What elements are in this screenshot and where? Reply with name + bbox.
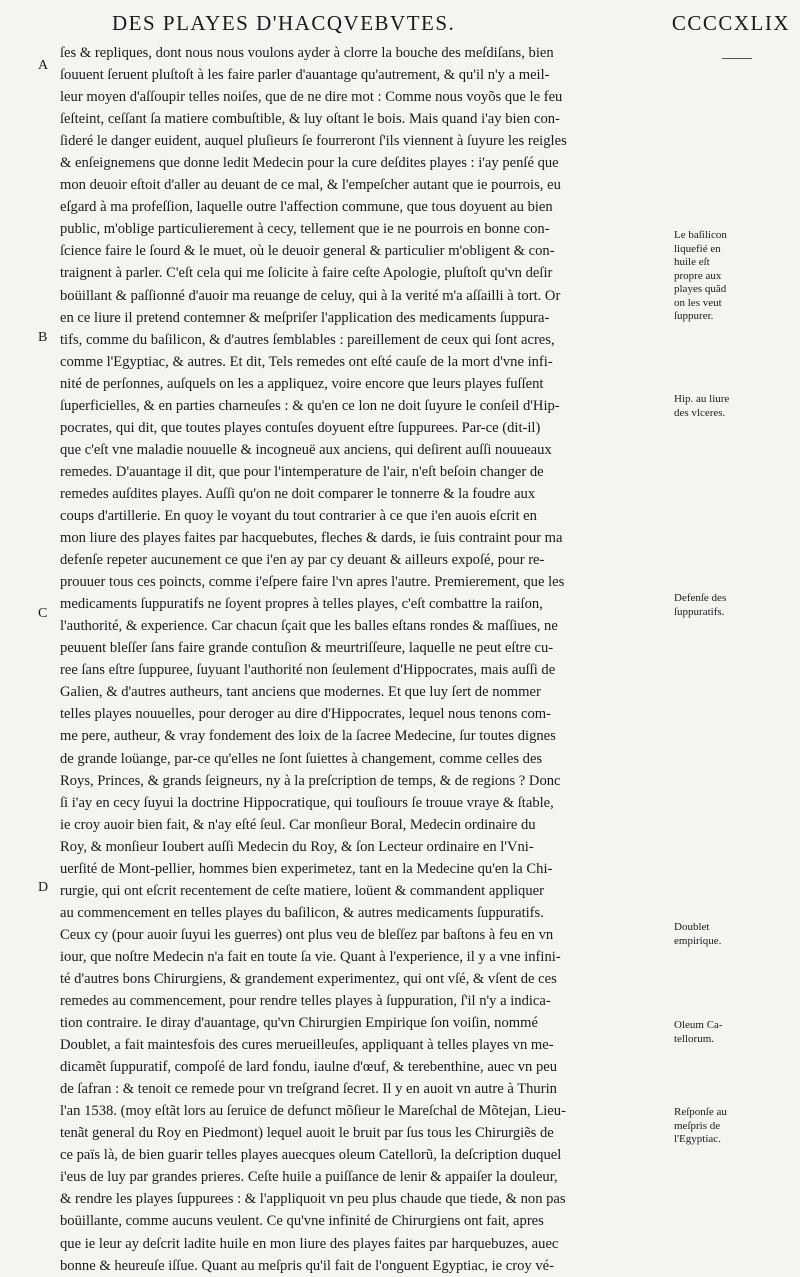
gloss-line: Reſponſe au bbox=[674, 1106, 727, 1118]
text-line: rurgie, qui ont eſcrit recentement de ceſte matiere, loüent & commandent appliquer bbox=[60, 882, 544, 899]
margin-gloss-oleum bbox=[674, 1019, 796, 1046]
text-line: coups d'artillerie. En quoy le voyant du tout contrarier à ce que i'en auois eſcrit en bbox=[60, 507, 537, 524]
text-line: Galien, & d'autres autheurs, tant anciens que modernes. Et que luy ſert de nommer bbox=[60, 684, 541, 701]
gloss-line: Defenſe des bbox=[674, 592, 727, 604]
margin-gloss-defense bbox=[674, 592, 796, 619]
text-line: nité de perſonnes, auſquels on les a appliquez, voire encore que leurs playes fuſſent bbox=[60, 375, 544, 392]
text-line: Roys, Princes, & grands ſeigneurs, ny à la preſcription de temps, & de regions ? Donc bbox=[60, 772, 561, 789]
margin-gloss-doublet bbox=[674, 921, 796, 948]
text-line: Ceux cy (pour auoir ſuyui les guerres) ont plus veu de bleſſez par baſtons à feu en vn bbox=[60, 926, 554, 943]
section-letter-c: C bbox=[38, 606, 48, 621]
text-line: en ce liure il pretend contemner & meſpriſer l'application des medicaments ſuppura- bbox=[60, 309, 550, 326]
text-line: ſouuent ſeruent pluſtoſt à les faire parler d'auantage qu'autrement, & qu'il n'y a meil- bbox=[60, 67, 550, 84]
text-line: prouuer tous ces poincts, comme i'eſpere faire l'vn apres l'autre. Premierement, que les bbox=[60, 574, 565, 591]
text-line: mon deuoir eſtoit d'aller au deuant de ce mal, & l'empeſcher autant que ie pourrois, eu bbox=[60, 177, 561, 194]
text-line: defenſe repeter aucunement ce que i'en ay par cy deuant & ailleurs expoſé, pour re- bbox=[60, 552, 545, 569]
text-line: de grande loüange, par-ce qu'elles ne ſont ſuiettes à changement, comme celles des bbox=[60, 750, 543, 767]
text-line: ſideré le danger euident, auquel pluſieurs ſe fourreront ſ'ils viennent à ſuyure les reigles bbox=[60, 133, 567, 150]
margin-gloss-egyptiac bbox=[674, 1106, 796, 1147]
text-line: traignent à parler. C'eſt cela qui me ſolicite à faire ceſte Apologie, pluſtoſt qu'vn deſir bbox=[60, 265, 553, 282]
text-line: boüillante, comme aucuns veulent. Ce qu'vne infinité de Chirurgiens ont fait, apres bbox=[60, 1213, 544, 1230]
gloss-line: playes quãd bbox=[674, 283, 727, 295]
running-head bbox=[60, 6, 790, 40]
text-line: Roy, & monſieur Ioubert auſſi Medecin du Roy, & ſon Lecteur ordinaire en l'Vni- bbox=[60, 838, 534, 855]
text-line: l'an 1538. (moy eſtãt lors au ſeruice de defunct mõſieur le Mareſchal de Mõtejan, Lieu- bbox=[60, 1103, 566, 1120]
text-line: remedes au commencement, pour rendre telles playes à ſuppuration, ſ'il n'y a indica- bbox=[60, 993, 551, 1010]
text-line: & enſeignemens que donne ledit Medecin pour la cure deſdites playes : i'ay penſé que bbox=[60, 155, 559, 172]
gloss-line: propre aux bbox=[674, 269, 722, 282]
text-line: bonne & heureuſe iſſue. Quant au meſpris qu'il fait de l'onguent Egyptiac, ie croy vé- bbox=[60, 1257, 554, 1274]
section-letter-a: A bbox=[38, 58, 49, 73]
text-line: medicaments ſuppuratifs ne ſoyent propres à telles playes, c'eſt combattre la raiſon, bbox=[60, 596, 543, 613]
running-title: DES PLAYES D'HACQVEBVTES. bbox=[112, 10, 456, 35]
text-line: au commencement en telles playes du baſilicon, & autres medicaments ſuppuratifs. bbox=[60, 904, 544, 921]
gloss-line: on les veut bbox=[674, 296, 722, 309]
text-line: l'authorité, & experience. Car chacun ſçait que les balles eſtans rondes & maſſiues, ne bbox=[60, 618, 558, 635]
text-line: iour, que noſtre Medecin n'a fait en toute ſa vie. Quant à l'experience, il y a vne infini- bbox=[60, 948, 561, 965]
text-line: ce païs là, de bien guarir telles playes auecques oleum Catellorũ, la deſcription duquel bbox=[60, 1147, 562, 1164]
gloss-line: liquefié en bbox=[674, 242, 721, 255]
text-line: eſgard à ma profeſſion, laquelle outre l'affection commune, que tous doyuent au bien bbox=[60, 199, 553, 216]
text-line: pocrates, qui dit, que toutes playes contuſes doyuent eſtre ſuppurees. Par-ce (dit-il) bbox=[60, 419, 541, 436]
margin-rule bbox=[722, 58, 752, 59]
text-line: ree ſans eſtre ſuppuree, ſuyuant l'authorité non ſeulement d'Hippocrates, mais auſſi de bbox=[60, 662, 556, 679]
text-line: telles playes nouuelles, pour deroger au dire d'Hippocrates, lequel nous tenons com- bbox=[60, 706, 551, 723]
gloss-line: Le baſilicon bbox=[674, 229, 727, 241]
gloss-line: tellorum. bbox=[674, 1032, 715, 1045]
text-line: Doublet, a fait maintesfois des cures merueilleuſes, appliquant à telles playes vn me- bbox=[60, 1037, 554, 1054]
text-line: i'eus de luy par grandes prieres. Ceſte huile a puiſſance de lenir & appaiſer la douleur, bbox=[60, 1169, 558, 1186]
text-line: tion contraire. Ie diray d'auantage, qu'vn Chirurgien Empirique ſon voiſin, nommé bbox=[60, 1015, 538, 1032]
text-line: de ſafran : & tenoit ce remede pour vn treſgrand ſecret. Il y en auoit vn autre à Thurin bbox=[60, 1081, 557, 1098]
text-line: tenãt general du Roy en Piedmont) lequel auoit le bruit par ſus tous les Chirurgiẽs de bbox=[60, 1125, 554, 1142]
text-line: dicamẽt ſuppuratif, compoſé de lard fondu, iaulne d'œuf, & terebenthine, auec vn peu bbox=[60, 1059, 558, 1076]
gloss-line: ſuppuratifs. bbox=[674, 605, 725, 618]
text-line: peuuent bleſſer ſans faire grande contuſion & meurtriſſeure, laquelle ne peut eſtre cu- bbox=[60, 640, 554, 657]
text-line: mon liure des playes faites par hacquebutes, fleches & dards, ie ſuis contraint pour ma bbox=[60, 530, 563, 547]
gloss-line: huile eſt bbox=[674, 256, 710, 268]
margin-gloss-hippocrates bbox=[674, 393, 796, 420]
text-line: leur moyen d'aſſoupir telles noiſes, que de ne dire mot : Comme nous voyõs que le feu bbox=[60, 89, 563, 106]
text-line: ſuperficielles, & en parties charneuſes : & qu'en ce lon ne doit ſuyure le conſeil d'Hip- bbox=[60, 397, 560, 414]
text-line: ſeſteint, ceſſant ſa matiere combuſtible, & luy oſtant le bois. Mais quand i'ay bien con- bbox=[60, 111, 560, 128]
gloss-line: l'Egyptiac. bbox=[674, 1133, 721, 1145]
gloss-line: ſuppurer. bbox=[674, 310, 714, 322]
margin-gloss-basilicon bbox=[674, 229, 796, 324]
text-line: ſcience faire le ſourd & le muet, où le deuoir general & particulier m'obligent & con- bbox=[60, 243, 555, 260]
gloss-line: Doublet bbox=[674, 921, 710, 933]
text-line: que c'eſt vne maladie nouuelle & incogneuë aux anciens, qui deſirent auſſi nouueaux bbox=[60, 441, 552, 458]
gloss-line: meſpris de bbox=[674, 1119, 721, 1132]
gloss-line: empirique. bbox=[674, 934, 722, 947]
body-text bbox=[60, 42, 670, 1277]
gloss-line: des vlceres. bbox=[674, 406, 726, 419]
text-line: tifs, comme du baſilicon, & d'autres ſemblables : pareillement de ceux qui ſont acres, bbox=[60, 331, 555, 348]
section-letter-b: B bbox=[38, 330, 48, 345]
text-line: comme l'Egyptiac, & autres. Et dit, Tels remedes ont eſté cauſe de la mort d'vne infi- bbox=[60, 353, 553, 370]
text-line: ie croy auoir bien fait, & n'ay eſté ſeul. Car monſieur Boral, Medecin ordinaire du bbox=[60, 816, 536, 833]
text-line: public, m'oblige particulierement à cecy, tellement que ie ne pourrois en bonne con- bbox=[60, 221, 550, 238]
text-line: que ie leur ay deſcrit ladite huile en mon liure des playes faites par harquebuzes, auec bbox=[60, 1235, 559, 1252]
text-line: remedes. D'auantage il dit, que pour l'intemperature de l'air, n'eſt beſoin changer de bbox=[60, 463, 544, 480]
text-line: remedes auſdites playes. Auſſi qu'on ne doit comparer le tonnerre & la foudre aux bbox=[60, 485, 536, 502]
text-line: uerſité de Mont-pellier, hommes bien experimetez, tant en la Medecine qu'en la Chi- bbox=[60, 860, 553, 877]
section-letter-d: D bbox=[38, 880, 49, 895]
text-line: ſi i'ay en cecy ſuyui la doctrine Hippocratique, qui touſiours ſe trouue vraye & ſtable, bbox=[60, 794, 554, 811]
text-line: té d'autres bons Chirurgiens, & grandement experimentez, qui ont vſé, & vſent de ces bbox=[60, 970, 557, 987]
text-line: me pere, autheur, & vray fondement des loix de la ſacree Medecine, ſur toutes dignes bbox=[60, 728, 556, 745]
text-line: & rendre les playes ſuppurees : & l'appliquoit vn peu plus chaude que tiede, & non pas bbox=[60, 1191, 566, 1208]
gloss-line: Oleum Ca- bbox=[674, 1019, 723, 1031]
folio-number: CCCCXLIX bbox=[671, 10, 790, 35]
gloss-line: Hip. au liure bbox=[674, 393, 730, 405]
text-line: boüillant & paſſionné d'auoir ma reuange de celuy, qui à la verité m'a aſſailli à tort. Or bbox=[60, 287, 561, 304]
text-line: ſes & repliques, dont nous nous voulons ayder à clorre la bouche des meſdiſans, bien bbox=[60, 45, 554, 61]
